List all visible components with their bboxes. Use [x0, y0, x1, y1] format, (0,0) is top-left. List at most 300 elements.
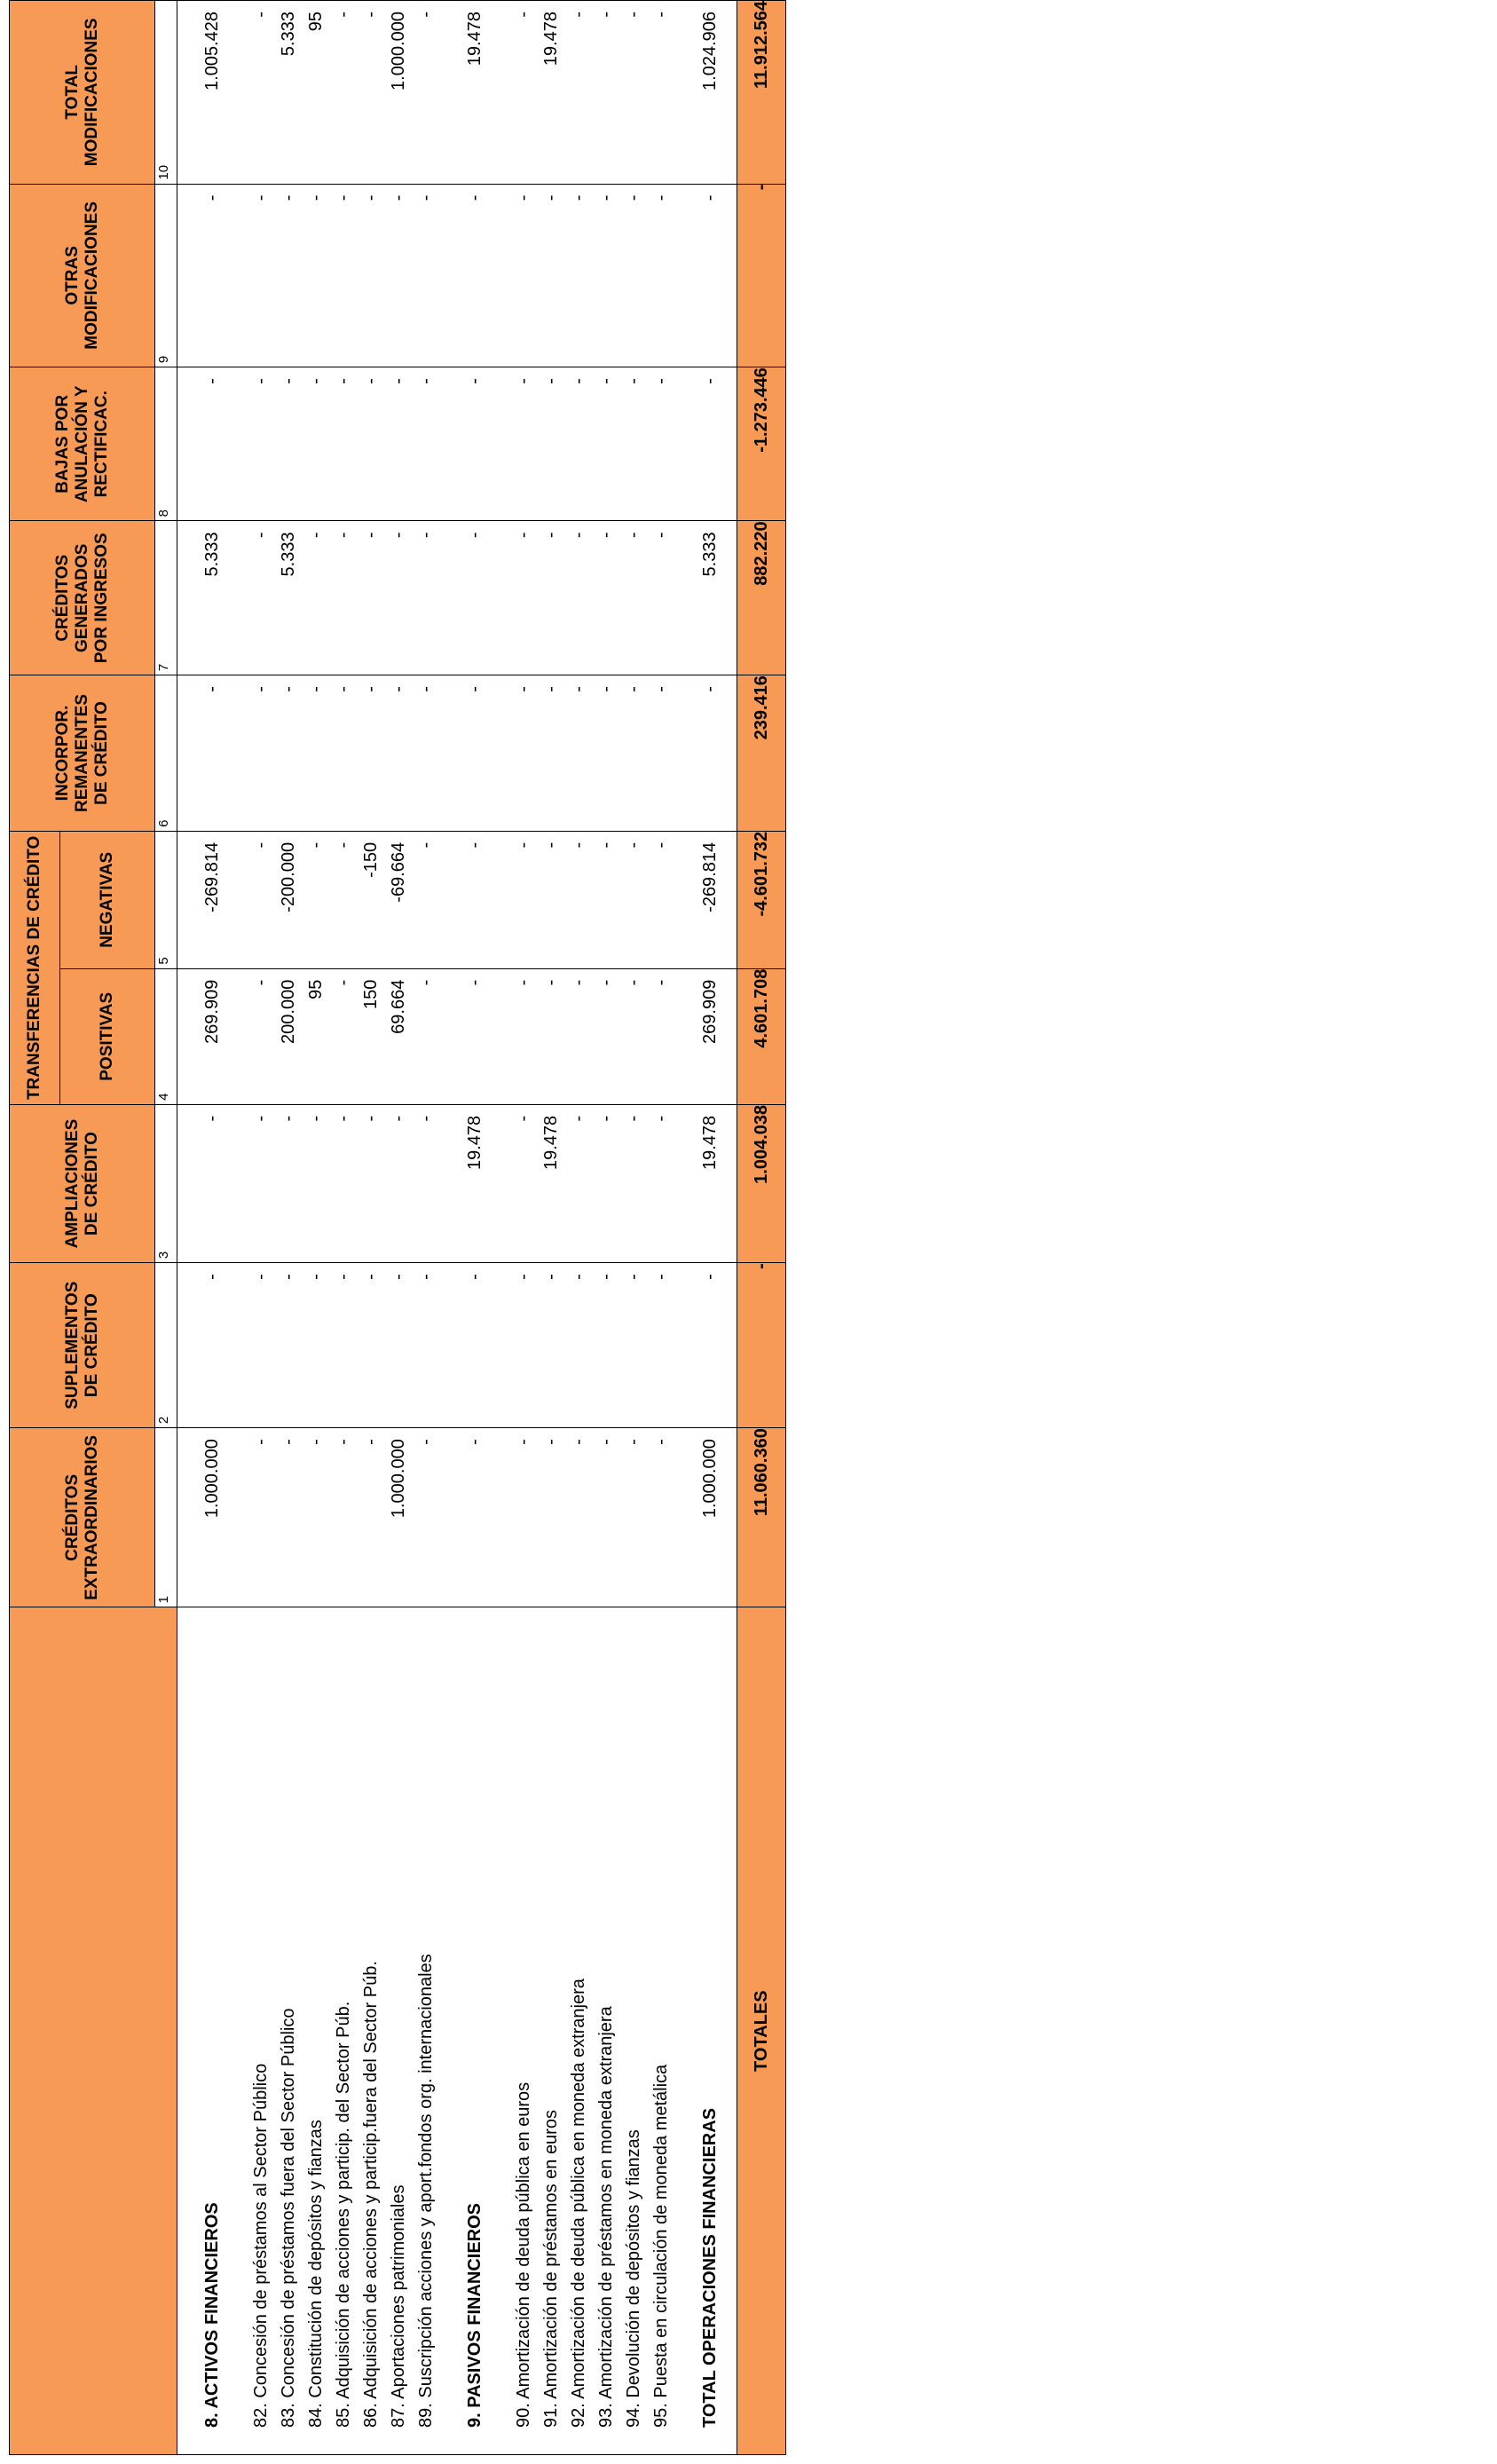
concept-label: 84. Constitución de depósitos y fianzas: [306, 2120, 326, 2428]
table-cell: -: [202, 686, 222, 692]
spacer: [440, 1607, 461, 2454]
table-cell: -: [624, 686, 643, 692]
table-cell: -: [361, 532, 381, 539]
table-cell: -: [514, 1274, 533, 1280]
table-cell: -: [651, 686, 671, 692]
spacer: [724, 1607, 737, 2454]
table-cell: -: [624, 841, 643, 849]
table-cell: -: [514, 194, 533, 201]
spacer: [489, 1105, 510, 1262]
spacer: [675, 1105, 697, 1262]
table-cell: -: [334, 532, 353, 539]
column-number: [155, 675, 177, 832]
table-cell: -: [514, 1115, 533, 1122]
table-cell: 1.000.000: [389, 12, 408, 91]
spacer: [675, 675, 697, 831]
spacer: [724, 1105, 737, 1262]
table-cell: -: [651, 1274, 671, 1280]
concept-label: 87. Aportaciones patrimoniales: [389, 2184, 408, 2428]
table-cell: 1.024.906: [700, 12, 720, 91]
table-cell: -: [361, 378, 381, 384]
table-cell: -: [334, 378, 353, 384]
spacer: [177, 1263, 199, 1427]
table-cell: -: [596, 194, 616, 201]
spacer: [177, 1105, 199, 1262]
table-cell: -200.000: [279, 841, 298, 912]
spacer: [675, 1263, 697, 1427]
spacer: [724, 521, 737, 675]
spacer: [440, 675, 461, 831]
spacer: [226, 1428, 248, 1607]
spacer: [440, 521, 461, 675]
value-column-9: [177, 184, 737, 367]
table-cell: -: [569, 194, 588, 201]
table-cell: 1.005.428: [202, 12, 222, 91]
table-cell: -: [569, 378, 588, 384]
table-cell: -: [416, 1115, 436, 1122]
spacer: [177, 675, 199, 831]
spacer: [226, 969, 248, 1104]
table-cell: -: [251, 12, 271, 18]
table-cell: -: [306, 532, 326, 539]
spacer: [177, 1, 199, 184]
table-cell: -: [569, 979, 588, 986]
spacer: [489, 521, 510, 675]
section-heading: 8. ACTIVOS FINANCIEROS: [202, 2202, 222, 2428]
spacer: [675, 969, 697, 1104]
table-cell: -: [624, 12, 643, 18]
table-cell: -: [202, 194, 222, 201]
spacer: [177, 185, 199, 367]
value-column-10: [177, 1, 737, 185]
table-cell: -: [251, 194, 271, 201]
spacer: [489, 1607, 510, 2454]
financial-operations-table: [9, 0, 786, 2455]
column-number: [155, 1, 177, 185]
column-number-label: 2: [156, 1416, 171, 1425]
column-number: [155, 184, 177, 367]
table-cell: -: [651, 12, 671, 18]
column-number-label: 3: [156, 1251, 171, 1260]
table-cell: 1.000.000: [700, 1439, 720, 1519]
spacer: [724, 832, 737, 968]
section-heading: TOTAL OPERACIONES FINANCIERAS: [700, 2107, 720, 2428]
table-cell: -: [514, 12, 533, 18]
table-cell: -: [541, 841, 561, 849]
value-column-5: [177, 831, 737, 968]
concept-label: 89. Suscripción acciones y aport.fondos org. internacionales: [416, 1954, 436, 2428]
column-number-label: 7: [156, 663, 171, 672]
spacer: [489, 969, 510, 1104]
table-cell: -: [306, 378, 326, 384]
table-cell: 19.478: [541, 1115, 561, 1171]
table-cell: 19.478: [700, 1115, 720, 1171]
column-number: [155, 831, 177, 968]
totals-row: [737, 1, 786, 2455]
table-cell: -: [541, 378, 561, 384]
total-cell: 11.912.564: [737, 1, 786, 185]
table-cell: -: [334, 12, 353, 18]
table-cell: -: [279, 1115, 298, 1122]
table-cell: -: [251, 1274, 271, 1280]
table-cell: -: [202, 1115, 222, 1122]
concept-label: 91. Amortización de préstamos en euros: [541, 2110, 561, 2428]
table-cell: -: [279, 1439, 298, 1445]
table-cell: -269.814: [700, 841, 720, 912]
spacer: [177, 1428, 199, 1607]
spacer: [226, 367, 248, 520]
concept-label: 92. Amortización de deuda pública en moneda extranjera: [569, 1978, 588, 2428]
table-cell: 19.478: [465, 1115, 485, 1171]
table-cell: -: [514, 532, 533, 539]
table-cell: -: [596, 1115, 616, 1122]
table-cell: -: [465, 979, 485, 986]
table-cell: -: [389, 1274, 408, 1280]
concept-label: 90. Amortización de deuda pública en euros: [514, 2081, 533, 2428]
table-cell: -: [306, 686, 326, 692]
header-row-1: [10, 1, 60, 2455]
value-column-8: [177, 367, 737, 521]
spacer: [440, 1428, 461, 1607]
column-number-label: 8: [156, 509, 171, 517]
table-cell: -: [700, 378, 720, 384]
total-cell: 4.601.708: [737, 968, 786, 1104]
table-cell: -: [651, 378, 671, 384]
table-cell: -: [569, 532, 588, 539]
spacer: [440, 969, 461, 1104]
table-cell: 19.478: [541, 12, 561, 67]
spacer: [226, 832, 248, 968]
table-cell: 95: [306, 979, 326, 999]
table-cell: 1.000.000: [389, 1439, 408, 1519]
table-cell: -: [361, 1115, 381, 1122]
value-column-2: [177, 1263, 737, 1428]
table-cell: 69.664: [389, 979, 408, 1034]
spacer: [177, 367, 199, 520]
table-cell: -: [624, 1274, 643, 1280]
table-cell: -: [416, 1274, 436, 1280]
table-cell: -: [416, 686, 436, 692]
table-cell: -: [334, 979, 353, 986]
table-cell: 5.333: [279, 532, 298, 577]
spacer: [675, 1, 697, 184]
spacer: [489, 1428, 510, 1607]
table-cell: -: [596, 979, 616, 986]
table-cell: -: [596, 841, 616, 849]
table-cell: -: [624, 378, 643, 384]
body-row: [177, 1, 737, 2455]
table-cell: 95: [306, 12, 326, 32]
table-cell: -: [251, 686, 271, 692]
concept-label: 85. Adquisición de acciones y particip. del Sector Púb.: [334, 2001, 353, 2428]
column-number-label: 10: [156, 164, 171, 180]
table-cell: -: [251, 841, 271, 849]
spacer: [724, 1263, 737, 1427]
table-cell: -: [465, 841, 485, 849]
total-cell: 239.416: [737, 675, 786, 832]
spacer: [724, 1, 737, 184]
concepts-column: [177, 1607, 737, 2455]
spacer: [177, 1607, 199, 2454]
table-cell: -: [569, 686, 588, 692]
spacer: [724, 969, 737, 1104]
spacer: [675, 1428, 697, 1607]
table-cell: -: [389, 532, 408, 539]
table-cell: -: [465, 1439, 485, 1445]
spacer: [177, 969, 199, 1104]
total-cell: 1.004.038: [737, 1104, 786, 1262]
table-cell: -: [514, 686, 533, 692]
table-cell: -: [569, 1115, 588, 1122]
table-cell: 1.000.000: [202, 1439, 222, 1519]
table-cell: -: [541, 1439, 561, 1445]
table-cell: 19.478: [465, 12, 485, 67]
table-cell: -: [416, 1439, 436, 1445]
spacer: [440, 1, 461, 184]
table-cell: -: [306, 841, 326, 849]
table-cell: -: [334, 1115, 353, 1122]
table-cell: -: [334, 1274, 353, 1280]
table-cell: -: [334, 841, 353, 849]
table-cell: -: [541, 194, 561, 201]
table-cell: -: [361, 12, 381, 18]
table-cell: -: [465, 194, 485, 201]
column-number-label: 9: [156, 355, 171, 364]
table-cell: -69.664: [389, 841, 408, 903]
spacer: [675, 367, 697, 520]
column-number: [155, 1104, 177, 1262]
total-cell: -: [737, 184, 786, 367]
table-cell: -: [306, 1115, 326, 1122]
table-cell: -: [416, 532, 436, 539]
table-cell: -: [596, 1274, 616, 1280]
header-negativas: NEGATIVAS: [60, 831, 155, 968]
table-cell: -: [541, 686, 561, 692]
table-cell: -: [700, 1274, 720, 1280]
table-cell: -: [596, 532, 616, 539]
table-cell: -: [251, 1439, 271, 1445]
spacer: [675, 832, 697, 968]
spacer: [675, 1607, 697, 2454]
table-cell: -: [569, 12, 588, 18]
table-cell: 200.000: [279, 979, 298, 1044]
table-cell: -: [651, 1439, 671, 1445]
spacer: [226, 675, 248, 831]
spacer: [489, 675, 510, 831]
table-cell: -: [416, 979, 436, 986]
table-cell: -: [651, 532, 671, 539]
column-number-label: 4: [156, 1093, 171, 1101]
column-number-label: 1: [156, 1596, 171, 1604]
column-number: [155, 1428, 177, 1607]
table-cell: -: [279, 194, 298, 201]
table-cell: 5.333: [700, 532, 720, 577]
header-creditos-generados: CRÉDITOS GENERADOS POR INGRESOS: [10, 521, 155, 675]
spacer: [440, 1263, 461, 1427]
spacer: [724, 367, 737, 520]
spacer: [489, 1, 510, 184]
spacer: [226, 185, 248, 367]
table-cell: -: [202, 378, 222, 384]
table-cell: -: [416, 378, 436, 384]
table-cell: -: [624, 532, 643, 539]
value-column-4: [177, 968, 737, 1104]
concept-label: 93. Amortización de préstamos en moneda extranjera: [596, 2006, 616, 2428]
table-cell: -: [306, 194, 326, 201]
spacer: [675, 185, 697, 367]
spacer: [675, 521, 697, 675]
table-cell: -: [279, 686, 298, 692]
total-cell: -1.273.446: [737, 367, 786, 521]
total-cell: -4.601.732: [737, 831, 786, 968]
spacer: [226, 1, 248, 184]
concept-label: 95. Puesta en circulación de moneda metálica: [651, 2064, 671, 2428]
table-cell: -: [389, 378, 408, 384]
table-cell: -: [361, 1274, 381, 1280]
spacer: [226, 1263, 248, 1427]
table-cell: -: [334, 686, 353, 692]
table-cell: -: [251, 1115, 271, 1122]
table-cell: 5.333: [202, 532, 222, 577]
table-cell: -: [514, 378, 533, 384]
table-cell: -: [624, 1439, 643, 1445]
table-cell: -: [361, 1439, 381, 1445]
spacer: [489, 185, 510, 367]
table-cell: -: [389, 686, 408, 692]
value-column-3: [177, 1104, 737, 1262]
table-cell: -: [624, 1115, 643, 1122]
header-total-modificaciones: TOTAL MODIFICACIONES: [10, 1, 155, 185]
spacer: [489, 832, 510, 968]
value-column-6: [177, 675, 737, 832]
header-suplementos: SUPLEMENTOS DE CRÉDITO: [10, 1263, 155, 1428]
spacer: [440, 1105, 461, 1262]
spacer: [226, 1607, 248, 2454]
column-number-label: 5: [156, 957, 171, 965]
header-ampliaciones: AMPLIACIONES DE CRÉDITO: [10, 1104, 155, 1262]
table-cell: -: [651, 841, 671, 849]
column-number: [155, 1263, 177, 1428]
table-cell: -: [651, 979, 671, 986]
table-cell: -: [306, 1439, 326, 1445]
header-bajas-anulacion: BAJAS POR ANULACIÓN Y RECTIFICAC.: [10, 367, 155, 521]
table-cell: -: [251, 378, 271, 384]
table-cell: -: [596, 378, 616, 384]
total-cell: 882.220: [737, 521, 786, 675]
spacer: [489, 367, 510, 520]
table-cell: -: [465, 532, 485, 539]
table-cell: -: [514, 841, 533, 849]
table-cell: -: [334, 1439, 353, 1445]
table-cell: -269.814: [202, 841, 222, 912]
table-cell: -: [389, 194, 408, 201]
table-cell: -: [251, 979, 271, 986]
table-cell: -: [465, 378, 485, 384]
table-cell: -: [416, 12, 436, 18]
table-cell: -: [651, 1115, 671, 1122]
header-positivas: POSITIVAS: [60, 968, 155, 1104]
table-cell: -: [596, 12, 616, 18]
table-cell: -: [361, 194, 381, 201]
table-cell: -: [202, 1274, 222, 1280]
column-number: [155, 521, 177, 675]
spacer: [489, 1263, 510, 1427]
spacer: [724, 185, 737, 367]
total-cell: -: [737, 1263, 786, 1428]
totals-label: TOTALES: [737, 1607, 786, 2455]
concept-label: 94. Devolución de depósitos y fianzas: [624, 2129, 643, 2428]
table-cell: -: [624, 194, 643, 201]
table-cell: -: [514, 1439, 533, 1445]
table-cell: -: [416, 194, 436, 201]
concept-header: [10, 1607, 177, 2455]
table-cell: -: [541, 532, 561, 539]
column-number: [155, 968, 177, 1104]
concept-label: 82. Concesión de préstamos al Sector Público: [251, 2063, 271, 2428]
header-creditos-extraordinarios: CRÉDITOS EXTRAORDINARIOS: [10, 1428, 155, 1607]
concept-label: 86. Adquisición de acciones y particip.fuera del Sector Púb.: [361, 1961, 381, 2428]
table-cell: -: [251, 532, 271, 539]
column-number-label: 6: [156, 819, 171, 827]
table-cell: -: [541, 979, 561, 986]
table-cell: -: [700, 194, 720, 201]
header-transferencias: TRANSFERENCIAS DE CRÉDITO: [10, 831, 60, 1104]
table-cell: -150: [361, 841, 381, 878]
table-cell: -: [541, 1274, 561, 1280]
table-cell: 5.333: [279, 12, 298, 57]
table-cell: -: [624, 979, 643, 986]
table-cell: -: [279, 1274, 298, 1280]
table-cell: -: [465, 1274, 485, 1280]
column-number: [155, 367, 177, 521]
header-otras-modificaciones: OTRAS MODIFICACIONES: [10, 184, 155, 367]
spacer: [724, 1428, 737, 1607]
table-cell: -: [569, 1274, 588, 1280]
total-cell: 11.060.360: [737, 1428, 786, 1607]
value-column-7: [177, 521, 737, 675]
table-cell: -: [596, 686, 616, 692]
table-cell: 269.909: [202, 979, 222, 1044]
spacer: [440, 367, 461, 520]
table-cell: -: [279, 378, 298, 384]
table-cell: -: [389, 1115, 408, 1122]
table-cell: 269.909: [700, 979, 720, 1044]
table-cell: -: [306, 1274, 326, 1280]
table-cell: -: [700, 686, 720, 692]
spacer: [226, 521, 248, 675]
section-heading: 9. PASIVOS FINANCIEROS: [465, 2202, 485, 2428]
table-cell: -: [569, 841, 588, 849]
header-incorporacion-remanentes: INCORPOR. REMANENTES DE CRÉDITO: [10, 675, 155, 832]
table-cell: -: [361, 686, 381, 692]
table-cell: -: [334, 194, 353, 201]
table-cell: 150: [361, 979, 381, 1010]
spacer: [177, 521, 199, 675]
spacer: [724, 675, 737, 831]
spacer: [177, 832, 199, 968]
table-cell: -: [569, 1439, 588, 1445]
table-cell: -: [596, 1439, 616, 1445]
table-cell: -: [514, 979, 533, 986]
table-cell: -: [416, 841, 436, 849]
table-cell: -: [651, 194, 671, 201]
value-column-1: [177, 1428, 737, 1607]
table-cell: -: [465, 686, 485, 692]
spacer: [440, 832, 461, 968]
spacer: [226, 1105, 248, 1262]
concept-label: 83. Concesión de préstamos fuera del Sector Público: [279, 2008, 298, 2428]
spacer: [440, 185, 461, 367]
